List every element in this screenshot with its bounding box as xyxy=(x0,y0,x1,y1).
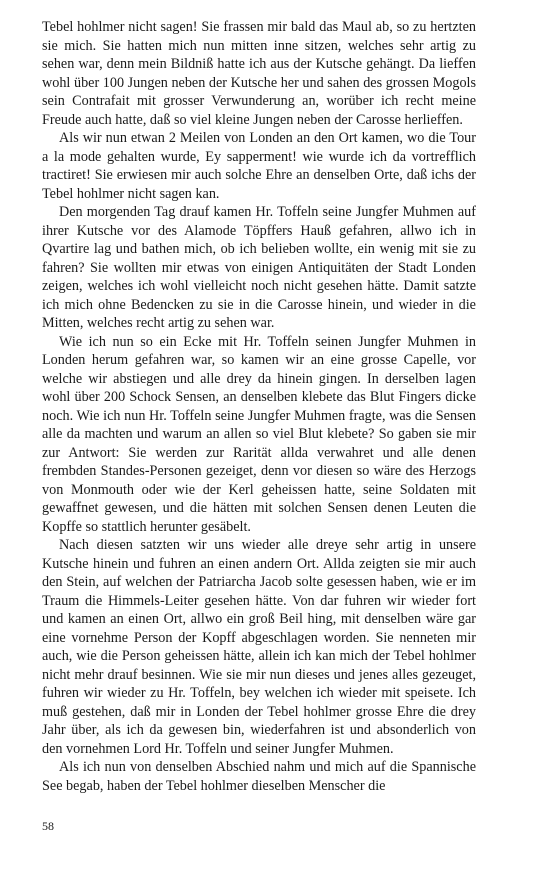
paragraph-3: Den morgenden Tag drauf kamen Hr. Toffeln seine Jungfer Muhmen auf ihrer Kutsche vor des Alamode Töpffers Hauß gefahren, allwo ich in Qvartire lag und bathen mich, ob ich belieben wollte, ein wenig mit sie zu fahren? Sie wollten mir etwas von einigen Antiquitäten der Stadt Londen zeigen, welches ich wohl vielleicht noch nicht gesehen hätte. Damit satzte ich mich ohne Bedencken zu sie in die Carosse hinein, und wieder in die Mitten, welches recht artig zu sehen war. xyxy=(42,204,476,331)
page-body xyxy=(42,18,476,795)
paragraph-2: Als wir nun etwan 2 Meilen von Londen an den Ort kamen, wo die Tour a la mode gehalten wurde, Ey sapperment! wie wurde ich da vortrefflich tractiret! Sie erwiesen mir auch solche Ehre an denselben Orte, daß ichs der Tebel hohlmer nicht sagen kan. xyxy=(42,130,476,202)
paragraph-5: Nach diesen satzten wir uns wieder alle dreye sehr artig in unsere Kutsche hinein und fuhren an einen andern Ort. Allda zeigten sie mir auch den Stein, auf welchen der Patriarcha Jacob solte gesessen haben, wie er im Traum die Himmels-Leiter gesehen hätte. Von dar fuhren wir wieder fort und kamen an einen Ort, allwo ein groß Beil hing, mit denselben wäre gar eine vornehme Person der Kopff abgeschlagen worden. Sie nenneten mir auch, wie die Person geheissen hätte, allein ich kan mich der Tebel hohlmer nicht mehr drauf besinnen. Wie sie mir nun dieses und jenes alles gezeuget, fuhren wir wieder zu Hr. Toffeln, bey welchen ich wieder mit speisete. Ich muß gestehen, daß mir in Londen der Tebel hohlmer grosse Ehre die drey Jahr über, als ich da gewesen bin, wiederfahren ist und absonderlich von den vornehmen Lord Hr. Toffeln und seiner Jungfer Muhmen. xyxy=(42,537,476,757)
paragraph-1: Tebel hohlmer nicht sagen! Sie frassen mir bald das Maul ab, so zu hertzten sie mich. Sie hatten mich nun mitten inne sitzen, welches sehr artig zu sehen war, denn mein Bildniß hatte ich aus der Kutsche gehängt. Da lieffen wohl über 100 Jungen neben der Kutsche her und sahen des grossen Mogols sein Contrafait mit grosser Verwunderung an, worüber ich recht meine Freude auch hatte, daß so viel kleine Jungen neben der Carosse herlieffen. xyxy=(42,19,476,128)
paragraph-4: Wie ich nun so ein Ecke mit Hr. Toffeln seinen Jungfer Muhmen in Londen herum gefahren war, so kamen wir an eine grosse Capelle, vor welche wir abstiegen und alle drey da hinein gingen. In derselben lagen wohl über 200 Schock Sensen, an denselben klebete das Blut Fingers dicke noch. Wie ich nun Hr. Toffeln seine Jungfer Muhmen fragte, was die Sensen alle da machten und warum an allen so viel Blut klebete? So gaben sie mir zur Antwort: Sie werden zur Rarität allda verwahret und alle denen frembden Standes-Personen gezeiget, denn vor diesen so wäre des Herzogs von Monmouth oder wie der Kerl geheissen hatte, seine Soldaten mit gewaffnet gewesen, und die hätten mit solchen Sensen denen Leuten die Kopffe so stattlich herunter gesäbelt. xyxy=(42,333,476,535)
page-number: 58 xyxy=(42,819,54,833)
paragraph-6: Als ich nun von denselben Abschied nahm und mich auf die Spannische See begab, haben der Tebel hohlmer dieselben Menscher die xyxy=(42,759,476,794)
